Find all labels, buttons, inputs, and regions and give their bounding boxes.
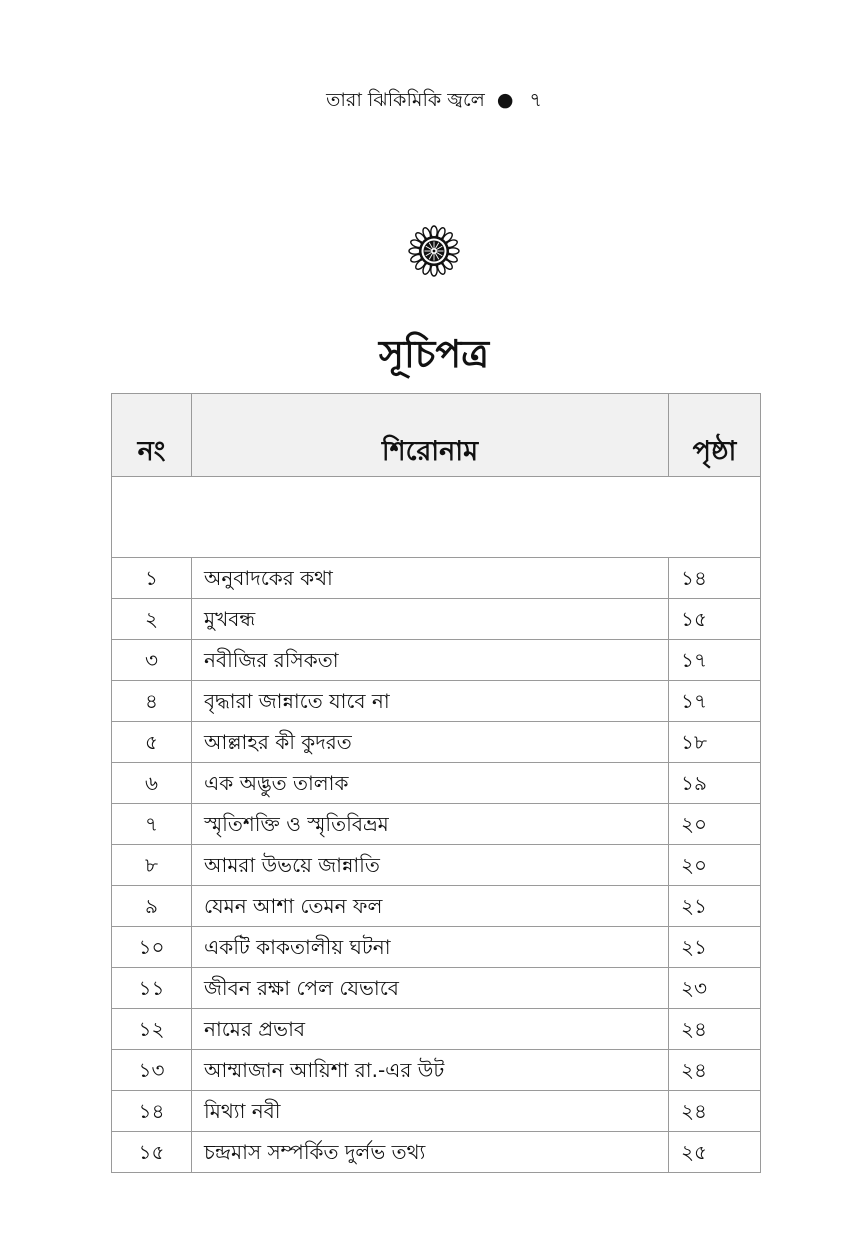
running-head-bullet: ● (496, 89, 514, 111)
entry-number: ১০ (112, 927, 192, 968)
entry-title: আমরা উভয়ে জান্নাতি (192, 845, 669, 886)
running-head-title: তারা ঝিকিমিকি জ্বলে (326, 89, 485, 111)
entry-page: ১৪ (669, 558, 761, 599)
entry-number: ১১ (112, 968, 192, 1009)
entry-title: বৃদ্ধারা জান্নাতে যাবে না (192, 681, 669, 722)
running-head (0, 86, 868, 114)
blank-cell (112, 477, 761, 558)
entry-page: ২১ (669, 927, 761, 968)
entry-page: ২০ (669, 845, 761, 886)
entry-page: ২৫ (669, 1132, 761, 1173)
entry-page: ১৯ (669, 763, 761, 804)
entry-number: ১২ (112, 1009, 192, 1050)
entry-page: ২৪ (669, 1009, 761, 1050)
entry-title: এক অদ্ভুত তালাক (192, 763, 669, 804)
entry-title: আল্লাহর কী কুদরত (192, 722, 669, 763)
entry-number: ৬ (112, 763, 192, 804)
entry-title: মিথ্যা নবী (192, 1091, 669, 1132)
entry-page: ২৪ (669, 1091, 761, 1132)
entry-title: আম্মাজান আয়িশা রা.-এর উট (192, 1050, 669, 1091)
toc-row (112, 927, 761, 968)
entry-title: অনুবাদকের কথা (192, 558, 669, 599)
entry-number: ২ (112, 599, 192, 640)
entry-number: ১৩ (112, 1050, 192, 1091)
entry-title: স্মৃতিশক্তি ও স্মৃতিবিভ্রম (192, 804, 669, 845)
entry-number: ৫ (112, 722, 192, 763)
toc-row (112, 1050, 761, 1091)
toc-row (112, 804, 761, 845)
toc-row (112, 640, 761, 681)
entry-title: জীবন রক্ষা পেল যেভাবে (192, 968, 669, 1009)
entry-number: ১৪ (112, 1091, 192, 1132)
entry-title: একটি কাকতালীয় ঘটনা (192, 927, 669, 968)
entry-number: ৮ (112, 845, 192, 886)
page-number: ৭ (529, 89, 542, 111)
entry-page: ২৩ (669, 968, 761, 1009)
entry-page: ১৫ (669, 599, 761, 640)
entry-page: ১৭ (669, 640, 761, 681)
toc-row (112, 558, 761, 599)
toc-table (111, 393, 761, 1173)
header-number: নং (112, 394, 192, 477)
entry-number: ১ (112, 558, 192, 599)
entry-page: ২১ (669, 886, 761, 927)
toc-row (112, 886, 761, 927)
entry-page: ২০ (669, 804, 761, 845)
toc-row (112, 1091, 761, 1132)
entry-page: ১৭ (669, 681, 761, 722)
entry-number: ৪ (112, 681, 192, 722)
header-title: শিরোনাম (192, 394, 669, 477)
toc-row (112, 681, 761, 722)
toc-row (112, 763, 761, 804)
toc-title: সূচিপত্র (378, 332, 490, 376)
circular-flower-ornament-icon (408, 225, 460, 277)
toc-blank-row (112, 477, 761, 558)
toc-row (112, 722, 761, 763)
toc-row (112, 1132, 761, 1173)
entry-title: মুখবন্ধ (192, 599, 669, 640)
toc-header-row (112, 394, 761, 477)
toc-row (112, 1009, 761, 1050)
toc-row (112, 845, 761, 886)
entry-page: ২৪ (669, 1050, 761, 1091)
entry-number: ১৫ (112, 1132, 192, 1173)
entry-number: ৭ (112, 804, 192, 845)
entry-title: যেমন আশা তেমন ফল (192, 886, 669, 927)
entry-page: ১৮ (669, 722, 761, 763)
toc-row (112, 968, 761, 1009)
entry-title: চন্দ্রমাস সম্পর্কিত দুর্লভ তথ্য (192, 1132, 669, 1173)
entry-number: ৯ (112, 886, 192, 927)
toc-row (112, 599, 761, 640)
entry-number: ৩ (112, 640, 192, 681)
entry-title: নামের প্রভাব (192, 1009, 669, 1050)
entry-title: নবীজির রসিকতা (192, 640, 669, 681)
header-page: পৃষ্ঠা (669, 394, 761, 477)
